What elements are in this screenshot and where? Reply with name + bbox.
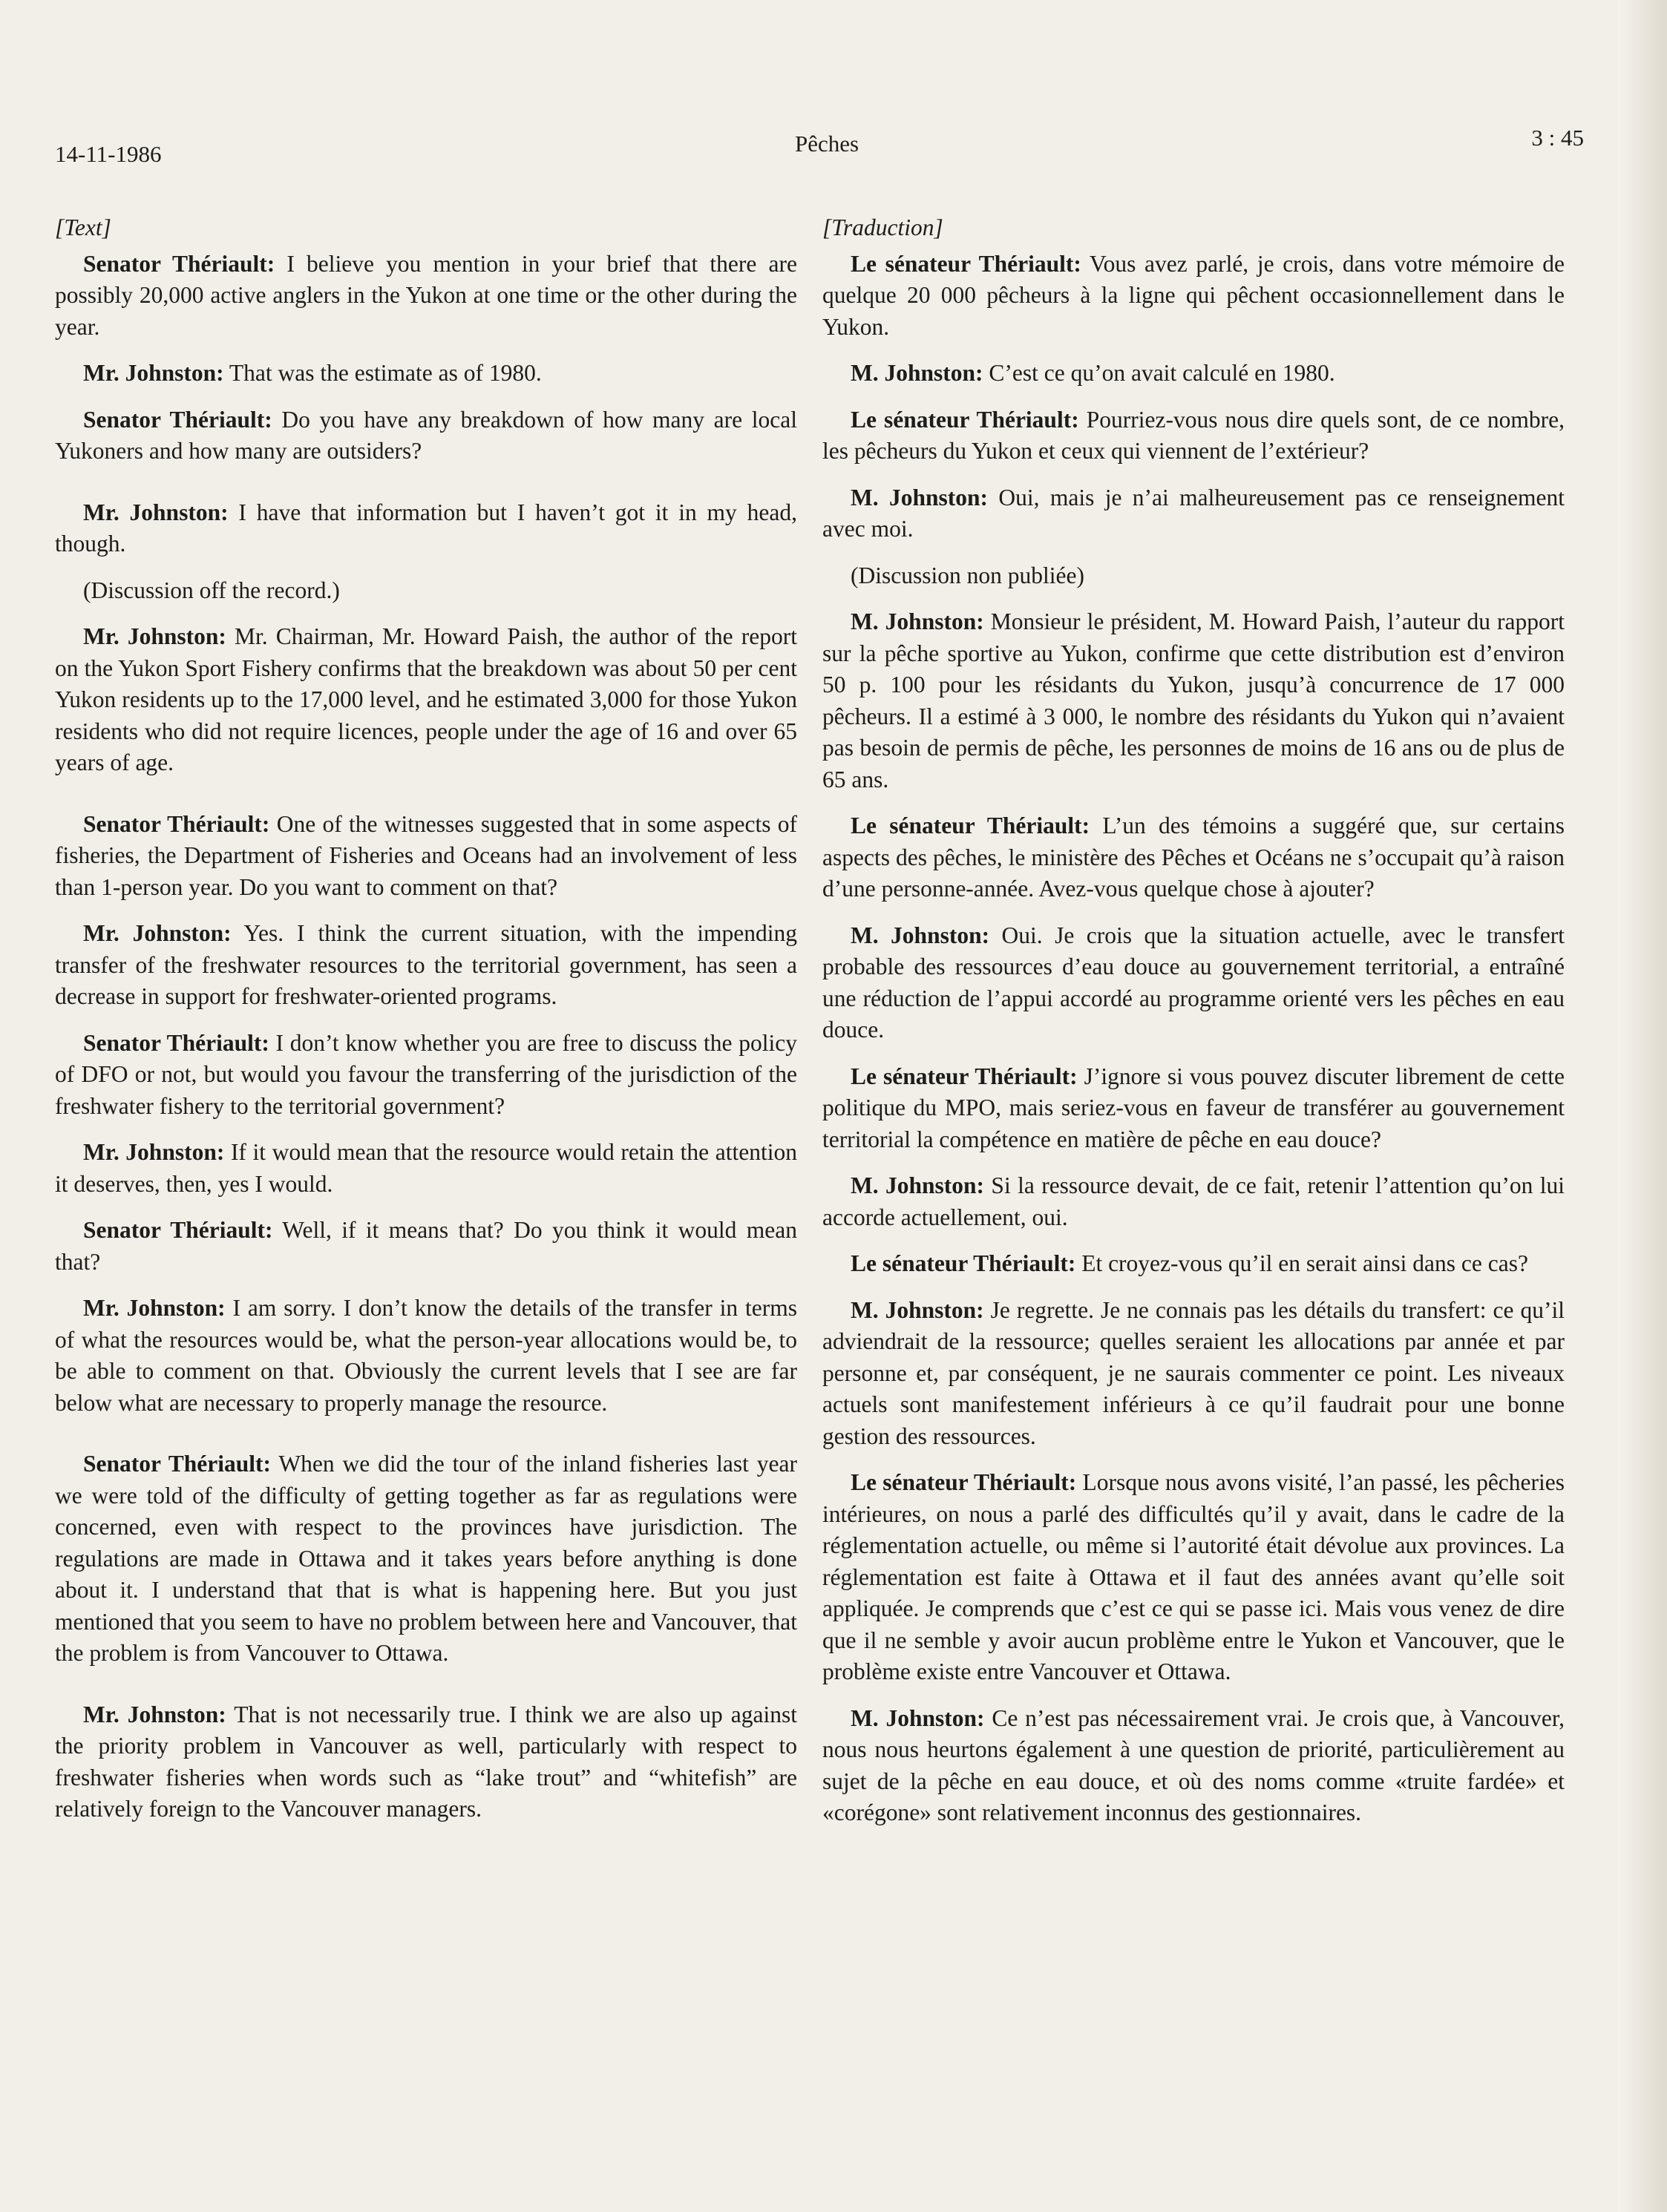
transcript-paragraph — [55, 575, 797, 607]
speaker-name: M. Johnston: — [851, 484, 989, 511]
transcript-paragraph — [55, 358, 797, 390]
transcript-paragraph — [822, 1248, 1565, 1280]
speech-text: That is not necessarily true. I think we are also up against the priority problem in Vancouver as well, particularly with respect to freshwater fisheries when words such as “lake trout” and “whitefish” are relatively foreign to the Vancouver managers. — [55, 1701, 798, 1822]
speech-text: I don’t know whether you are free to discuss the policy of DFO or not, but would you favour the transferring of the jurisdiction of the freshwater fishery to the territorial government? — [55, 1029, 797, 1119]
speech-text: L’un des témoins a suggéré que, sur certains aspects des pêches, le ministère des Pêches et Océans ne s’occupait qu’à raison d’une personne-année. Avez-vous quelque chose à ajouter? — [822, 813, 1565, 902]
transcript-paragraph — [55, 1137, 797, 1200]
speech-text: Monsieur le président, M. Howard Paish, l’auteur du rapport sur la pêche sportive au Yukon, confirme que cette distribution est d’environ 50 p. 100 pour les résidants du Yukon, jusqu’à concurrence de 17 000 pêcheurs. Il a estimé à 3 000, le nombre des résidants du Yukon qui n’avaient pas besoin de permis de pêche, les personnes de moins de 16 ans ou de plus de 65 ans. — [822, 608, 1565, 792]
speaker-name: Le sénateur Thériault: — [851, 406, 1079, 433]
french-column — [822, 212, 1565, 1844]
speaker-name: M. Johnston: — [851, 1704, 985, 1731]
speech-text: One of the witnesses suggested that in some aspects of fisheries, the Department of Fisheries and Oceans had an involvement of less than 1-person year. Do you want to comment on that? — [55, 810, 797, 900]
transcript-paragraph — [55, 497, 797, 560]
header-title: Pêches — [794, 131, 859, 157]
speech-text: Et croyez-vous qu’il en serait ainsi dans ce cas? — [1075, 1250, 1528, 1276]
speaker-name: Le sénateur Thériault: — [851, 1469, 1077, 1495]
speaker-name: M. Johnston: — [851, 608, 984, 634]
speech-text: Do you have any breakdown of how many are local Yukoners and how many are outsiders? — [55, 406, 797, 464]
speech-text: Vous avez parlé, je crois, dans votre mémoire de quelque 20 000 pêcheurs à la ligne qui pêchent occasionnellement dans le Yukon. — [822, 250, 1565, 340]
transcript-paragraph — [55, 1448, 797, 1670]
transcript-paragraph — [55, 249, 797, 344]
transcript-paragraph — [822, 1467, 1565, 1688]
transcript-paragraph — [55, 1699, 797, 1825]
transcript-paragraph — [822, 249, 1565, 344]
page-header — [55, 125, 1584, 169]
speaker-name: Mr. Johnston: — [83, 499, 229, 525]
speech-text: Je regrette. Je ne connais pas les détails du transfert: ce qu’il adviendrait de la ressource; quelles seraient les allocations par année et par personne et, par conséquent, je ne saurais commenter ce point. Les niveaux actuels sont manifestement inférieurs à ce qu’il faudrait pour une bonne gestion des ressources. — [822, 1296, 1565, 1449]
speech-text: Oui. Je crois que la situation actuelle, avec le transfert probable des ressources d’eau douce au gouvernement territorial, a entraîné une réduction de l’appui accordé au programme orienté vers les pêches en eau douce. — [822, 922, 1565, 1043]
transcript-paragraph — [822, 1703, 1565, 1829]
speaker-name: Mr. Johnston: — [83, 1295, 226, 1321]
speech-text: That was the estimate as of 1980. — [223, 360, 542, 386]
speech-text: Si la ressource devait, de ce fait, retenir l’attention qu’on lui accorde actuellement, oui. — [822, 1172, 1565, 1230]
speech-text: Mr. Chairman, Mr. Howard Paish, the author of the report on the Yukon Sport Fishery confirms that the breakdown was about 50 per cent Yukon residents up to the 17,000 level, and he estimated 3,000 for those Yukon residents who did not require licences, people under the age of 16 and over 65 years of age. — [55, 623, 797, 775]
speech-text: C’est ce qu’on avait calculé en 1980. — [983, 360, 1335, 386]
transcript-paragraph — [55, 809, 797, 904]
speaker-name: Mr. Johnston: — [83, 920, 232, 946]
speaker-name: Senator Thériault: — [83, 250, 275, 277]
speaker-name: M. Johnston: — [851, 922, 990, 948]
speech-text: J’ignore si vous pouvez discuter librement de cette politique du MPO, mais seriez-vous en faveur de transférer au gouvernement territorial la compétence en matière de pêche en eau douce? — [822, 1063, 1565, 1152]
language-label: [Traduction] — [822, 214, 943, 240]
speaker-name: M. Johnston: — [851, 360, 983, 386]
transcript-paragraph — [822, 1061, 1565, 1156]
transcript-paragraph — [55, 1215, 797, 1278]
transcript-paragraph — [55, 918, 797, 1013]
language-label: [Text] — [55, 214, 111, 240]
speaker-name: Senator Thériault: — [83, 406, 272, 433]
transcript-paragraph — [822, 560, 1565, 592]
transcript-paragraph — [822, 358, 1565, 390]
speech-text: Pourriez-vous nous dire quels sont, de ce nombre, les pêcheurs du Yukon et ceux qui viennent de l’extérieur? — [822, 406, 1565, 464]
transcript-paragraph — [822, 810, 1565, 905]
page-edge-shadow — [1618, 0, 1667, 2212]
header-page-number: 3 : 45 — [1531, 125, 1584, 151]
speech-text: Well, if it means that? Do you think it would mean that? — [55, 1217, 797, 1275]
speaker-name: Le sénateur Thériault: — [851, 1250, 1076, 1276]
speaker-name: Le sénateur Thériault: — [851, 1063, 1078, 1089]
speaker-name: Le sénateur Thériault: — [851, 250, 1081, 277]
speaker-name: M. Johnston: — [851, 1172, 985, 1198]
speaker-name: Le sénateur Thériault: — [851, 813, 1090, 838]
transcript-paragraph — [822, 920, 1565, 1046]
speech-text: (Discussion off the record.) — [83, 577, 340, 603]
transcript-paragraph — [822, 1170, 1565, 1233]
transcript-paragraph — [822, 1295, 1565, 1453]
english-transcript — [55, 249, 797, 1825]
speech-text: Lorsque nous avons visité, l’an passé, les pêcheries intérieures, on nous a parlé des difficultés qu’il y avait, dans le cadre de la réglementation actuelle, ou même si l’autorité était dévolue aux provinces. La réglementation est faite à Ottawa et il faut des années avant qu’elle soit appliquée. Je comprends que c’est ce qui se passe ici. Mais vous venez de dire que il ne semble y avoir aucun problème entre le Yukon et Vancouver, que le problème existe entre Vancouver et Ottawa. — [822, 1469, 1565, 1684]
transcript-paragraph — [55, 1028, 797, 1123]
english-column — [55, 212, 797, 1840]
speech-text: Oui, mais je n’ai malheureusement pas ce renseignement avec moi. — [822, 484, 1565, 542]
transcript-paragraph — [55, 404, 797, 467]
speech-text: I am sorry. I don’t know the details of the transfer in terms of what the resources would be, what the person-year allocations would be, to be able to comment on that. Obviously the current levels that I see are far below what are necessary to properly manage the resource. — [55, 1295, 798, 1416]
speech-text: Yes. I think the current situation, with the impending transfer of the freshwater resources to the territorial government, has seen a decrease in support for freshwater-oriented programs. — [55, 920, 797, 1009]
transcript-paragraph — [822, 404, 1565, 467]
transcript-paragraph — [822, 606, 1565, 795]
transcript-paragraph — [822, 482, 1565, 545]
french-transcript — [822, 249, 1565, 1829]
speech-text: When we did the tour of the inland fisheries last year we were told of the difficulty of getting together as far as regulations were concerned, even with respect to the provinces have jurisdiction. The regulations are made in Ottawa and it takes years before anything is done about it. I understand that that is what is happening here. But you just mentioned that you seem to have no problem between here and Vancouver, that the problem is from Vancouver to Ottawa. — [55, 1451, 797, 1666]
speaker-name: Senator Thériault: — [83, 1029, 269, 1056]
transcript-paragraph — [55, 621, 797, 779]
speech-text: (Discussion non publiée) — [851, 562, 1084, 588]
speaker-name: Mr. Johnston: — [83, 1139, 225, 1165]
transcript-paragraph — [55, 1293, 797, 1419]
speaker-name: Senator Thériault: — [83, 1217, 273, 1243]
speaker-name: M. Johnston: — [851, 1296, 984, 1323]
speech-text: If it would mean that the resource would retain the attention it deserves, then, yes I would. — [55, 1139, 797, 1197]
speaker-name: Senator Thériault: — [83, 1451, 272, 1477]
speaker-name: Mr. Johnston: — [83, 1701, 226, 1727]
speech-text: I have that information but I haven’t got it in my head, though. — [55, 499, 797, 557]
speech-text: I believe you mention in your brief that there are possibly 20,000 active anglers in the Yukon at one time or the other during the year. — [55, 250, 797, 340]
speech-text: Ce n’est pas nécessairement vrai. Je crois que, à Vancouver, nous nous heurtons également à une question de priorité, particulièrement au sujet de la pêche en eau douce, et où des noms comme «truite fardée» et «corégone» sont relativement inconnus des gestionnaires. — [822, 1704, 1565, 1825]
speaker-name: Senator Thériault: — [83, 810, 270, 837]
speaker-name: Mr. Johnston: — [83, 623, 226, 649]
header-date: 14-11-1986 — [55, 141, 162, 167]
speaker-name: Mr. Johnston: — [83, 360, 224, 386]
